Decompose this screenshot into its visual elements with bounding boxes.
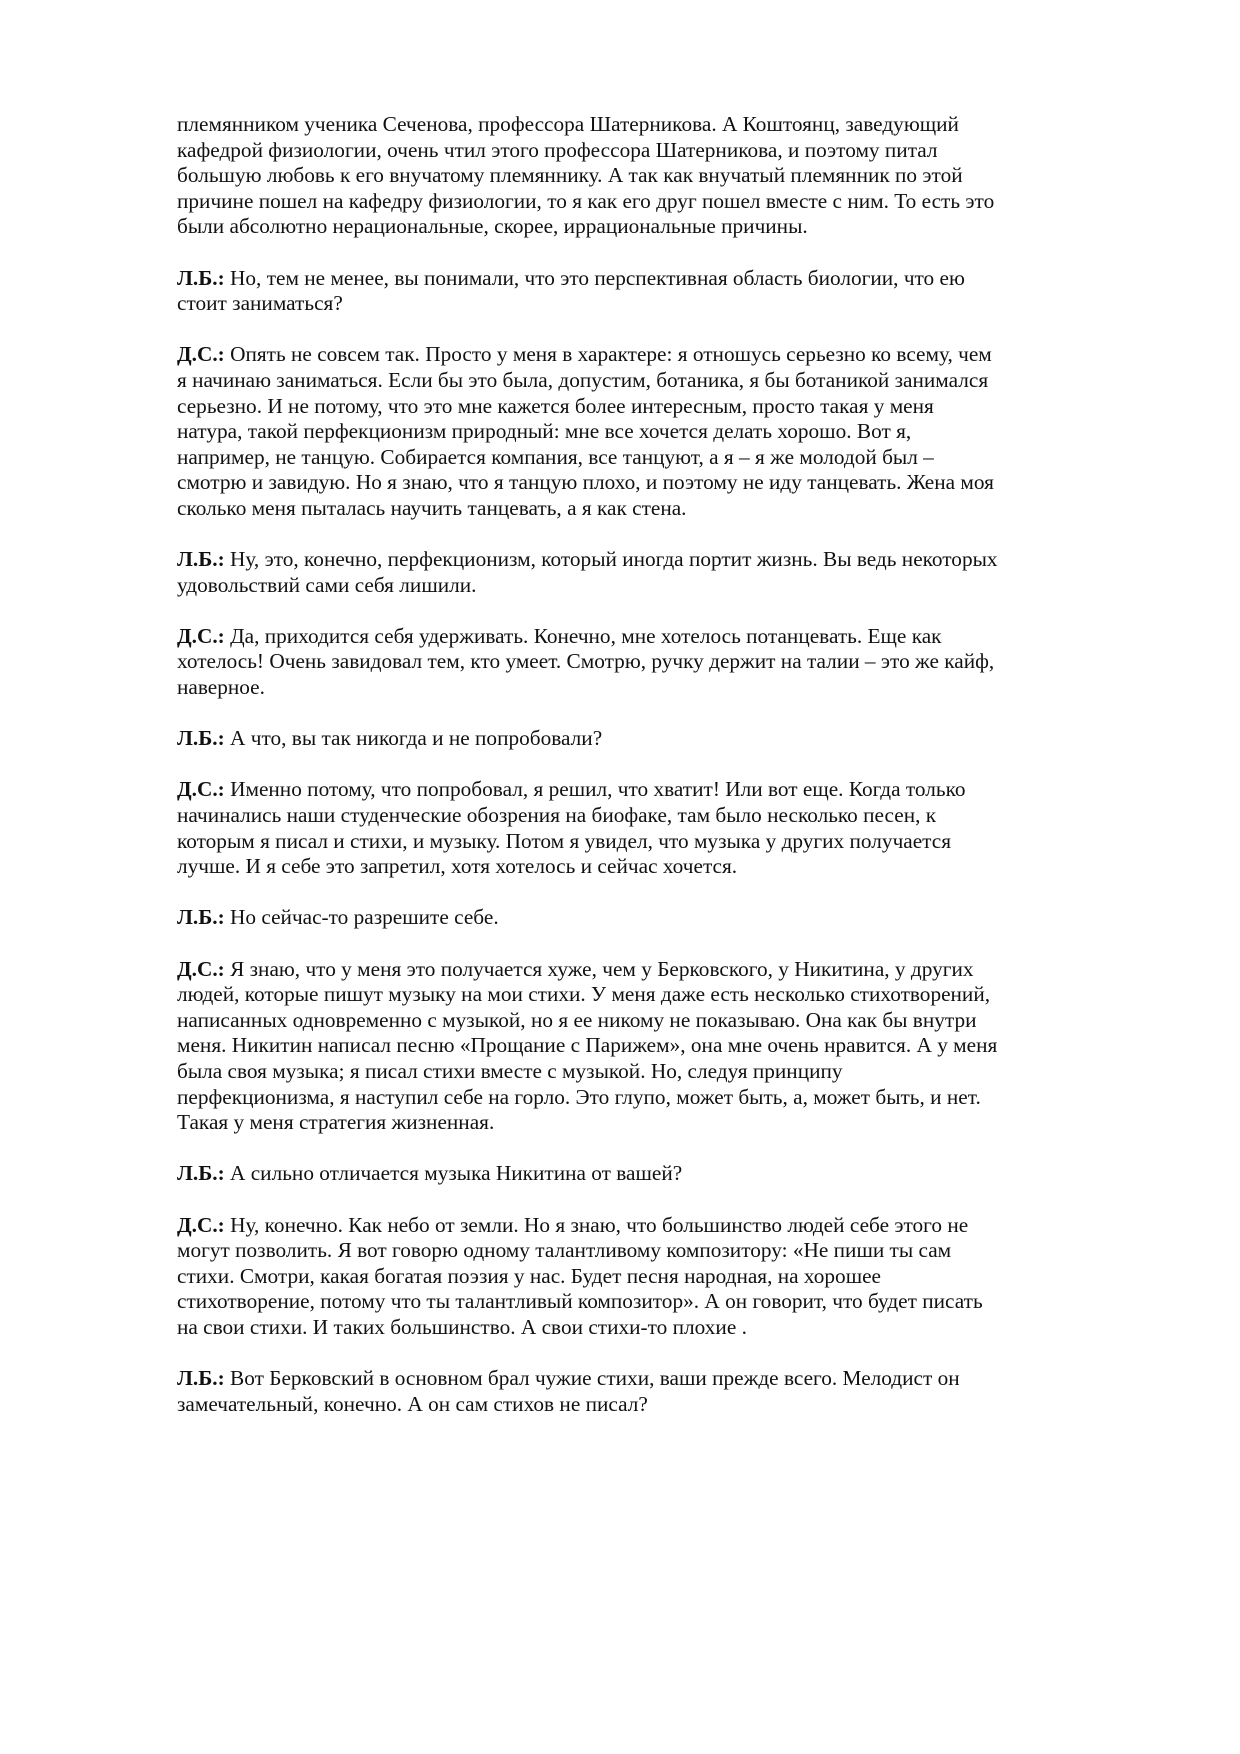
text-line — [177, 982, 1167, 1008]
speaker-label: Д.С.: — [177, 956, 225, 981]
speaker-label: Л.Б.: — [177, 265, 225, 290]
line-text: наверное. — [177, 675, 265, 700]
text-line — [177, 291, 1167, 317]
text-line — [177, 803, 1167, 829]
line-text: Ну, конечно. Как небо от земли. Но я знаю, что большинство людей себе этого не — [224, 1212, 969, 1237]
line-text: на свои стихи. И таких большинство. А свои стихи-то плохие . — [177, 1314, 747, 1339]
interview-paragraph — [177, 777, 1167, 879]
line-text: я начинаю заниматься. Если бы это была, допустим, ботаника, я бы ботаникой занимался — [177, 367, 989, 392]
text-line — [177, 1033, 1167, 1059]
line-text: стоит заниматься? — [177, 291, 343, 316]
text-line — [177, 547, 1167, 573]
line-text: например, не танцую. Собирается компания, все танцуют, а я – я же молодой был – — [177, 444, 934, 469]
interview-paragraph — [177, 547, 1167, 598]
speaker-label: Д.С.: — [177, 623, 225, 648]
line-text: Опять не совсем так. Просто у меня в характере: я отношусь серьезно ко всему, чем — [224, 342, 992, 367]
line-text: Я знаю, что у меня это получается хуже, чем у Берковского, у Никитина, у других — [224, 956, 974, 981]
line-text: Но, тем не менее, вы понимали, что это перспективная область биологии, что ею — [224, 265, 965, 290]
line-text: сколько меня пыталась научить танцевать, а я как стена. — [177, 495, 687, 520]
text-line — [177, 957, 1167, 983]
text-line — [177, 1392, 1167, 1418]
text-line — [177, 1161, 1167, 1187]
text-line — [177, 189, 1167, 215]
text-line — [177, 1110, 1167, 1136]
speaker-label: Л.Б.: — [177, 1161, 225, 1186]
text-line — [177, 624, 1167, 650]
line-text: Вот Берковский в основном брал чужие стихи, ваши прежде всего. Мелодист он — [224, 1366, 960, 1391]
text-line — [177, 1059, 1167, 1085]
text-line — [177, 1238, 1167, 1264]
line-text: лучше. И я себе это запретил, хотя хотелось и сейчас хочется. — [177, 854, 738, 879]
line-text: удовольствий сами себя лишили. — [177, 572, 477, 597]
text-line — [177, 445, 1167, 471]
line-text: причине пошел на кафедру физиологии, то я как его друг пошел вместе с ним. То есть это — [177, 188, 995, 213]
line-text: А сильно отличается музыка Никитина от вашей? — [224, 1161, 683, 1186]
line-text: были абсолютно нерациональные, скорее, иррациональные причины. — [177, 214, 808, 239]
text-line — [177, 1213, 1167, 1239]
text-line — [177, 470, 1167, 496]
text-line — [177, 266, 1167, 292]
line-text: смотрю и завидую. Но я знаю, что я танцую плохо, и поэтому не иду танцевать. Жена моя — [177, 470, 994, 495]
line-text: стихотворение, потому что ты талантливый композитор». А он говорит, что будет писать — [177, 1289, 983, 1314]
speaker-label: Л.Б.: — [177, 1366, 225, 1391]
line-text: натура, такой перфекционизм природный: мне все хочется делать хорошо. Вот я, — [177, 419, 912, 444]
text-line — [177, 726, 1167, 752]
interview-paragraph — [177, 726, 1167, 752]
interview-paragraph — [177, 1161, 1167, 1187]
document-page — [177, 112, 1167, 1443]
line-text: людей, которые пишут музыку на мои стихи. У меня даже есть несколько стихотворений, — [177, 982, 991, 1007]
text-line — [177, 163, 1167, 189]
text-line — [177, 1315, 1167, 1341]
text-line — [177, 1366, 1167, 1392]
text-line — [177, 1289, 1167, 1315]
text-line — [177, 854, 1167, 880]
text-line — [177, 649, 1167, 675]
text-line — [177, 138, 1167, 164]
text-line — [177, 777, 1167, 803]
line-text: замечательный, конечно. А он сам стихов не писал? — [177, 1391, 648, 1416]
line-text: А что, вы так никогда и не попробовали? — [224, 726, 603, 751]
speaker-label: Л.Б.: — [177, 726, 225, 751]
line-text: написанных одновременно с музыкой, но я ее никому не показываю. Она как бы внутри — [177, 1007, 977, 1032]
text-line — [177, 1008, 1167, 1034]
line-text: Такая у меня стратегия жизненная. — [177, 1110, 495, 1135]
line-text: начинались наши студенческие обозрения на биофаке, там было несколько песен, к — [177, 803, 937, 828]
text-line — [177, 905, 1167, 931]
text-line — [177, 675, 1167, 701]
text-line — [177, 112, 1167, 138]
line-text: Именно потому, что попробовал, я решил, что хватит! Или вот еще. Когда только — [224, 777, 966, 802]
line-text: племянником ученика Сеченова, профессора Шатерникова. А Коштоянц, заведующий — [177, 112, 959, 136]
text-line — [177, 573, 1167, 599]
text-line — [177, 496, 1167, 522]
text-line — [177, 829, 1167, 855]
line-text: Да, приходится себя удерживать. Конечно, мне хотелось потанцевать. Еще как — [224, 623, 942, 648]
speaker-label: Л.Б.: — [177, 905, 225, 930]
continued-paragraph — [177, 112, 1167, 240]
speaker-label: Д.С.: — [177, 1212, 225, 1237]
line-text: меня. Никитин написал песню «Прощание с Парижем», она мне очень нравится. А у меня — [177, 1033, 998, 1058]
text-line — [177, 342, 1167, 368]
line-text: кафедрой физиологии, очень чтил этого профессора Шатерникова, и поэтому питал — [177, 137, 938, 162]
line-text: стихи. Смотри, какая богатая поэзия у нас. Будет песня народная, на хорошее — [177, 1263, 881, 1288]
interview-paragraph — [177, 266, 1167, 317]
interview-paragraph — [177, 1213, 1167, 1341]
text-line — [177, 394, 1167, 420]
text-line — [177, 368, 1167, 394]
speaker-label: Д.С.: — [177, 777, 225, 802]
line-text: большую любовь к его внучатому племяннику. А так как внучатый племянник по этой — [177, 163, 963, 188]
text-line — [177, 419, 1167, 445]
line-text: хотелось! Очень завидовал тем, кто умеет. Смотрю, ручку держит на талии – это же кайф, — [177, 649, 995, 674]
interview-paragraph — [177, 905, 1167, 931]
line-text: Ну, это, конечно, перфекционизм, который иногда портит жизнь. Вы ведь некоторых — [224, 547, 998, 572]
line-text: которым я писал и стихи, и музыку. Потом я увидел, что музыка у других получается — [177, 828, 951, 853]
line-text: серьезно. И не потому, что это мне кажется более интересным, просто такая у меня — [177, 393, 934, 418]
interview-paragraph — [177, 957, 1167, 1136]
text-line — [177, 214, 1167, 240]
speaker-label: Д.С.: — [177, 342, 225, 367]
speaker-label: Л.Б.: — [177, 547, 225, 572]
text-line — [177, 1264, 1167, 1290]
text-line — [177, 1085, 1167, 1111]
interview-paragraph — [177, 624, 1167, 701]
line-text: Но сейчас-то разрешите себе. — [224, 905, 499, 930]
interview-paragraph — [177, 342, 1167, 521]
interview-paragraph — [177, 1366, 1167, 1417]
line-text: могут позволить. Я вот говорю одному талантливому композитору: «Не пиши ты сам — [177, 1238, 952, 1263]
line-text: была своя музыка; я писал стихи вместе с музыкой. Но, следуя принципу — [177, 1058, 843, 1083]
line-text: перфекционизма, я наступил себе на горло. Это глупо, может быть, а, может быть, и нет. — [177, 1084, 981, 1109]
